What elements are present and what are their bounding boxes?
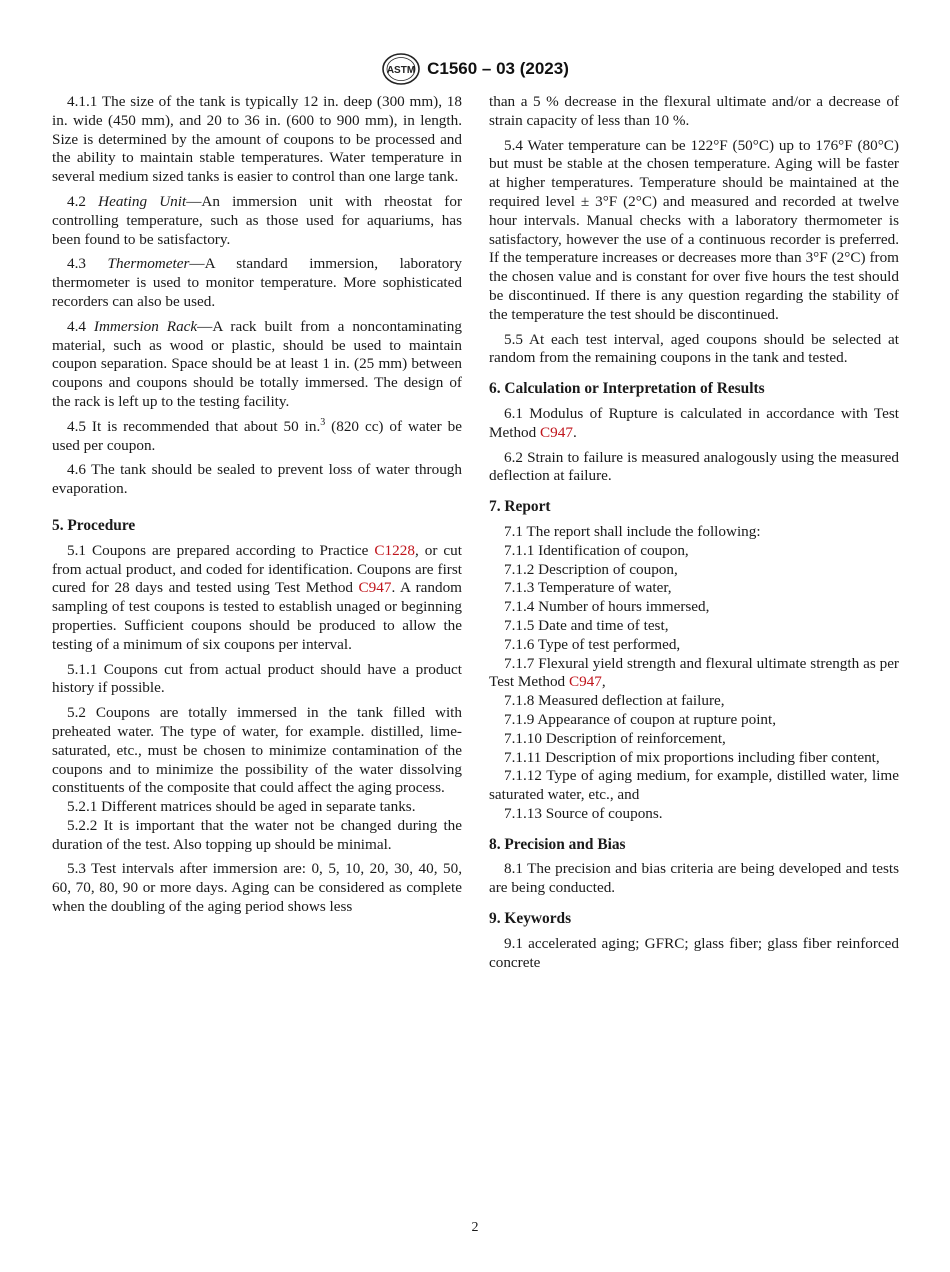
section-5-2-2: 5.2.2 It is important that the water not be changed during the duration of the test. Also topping up should be minimal. bbox=[52, 816, 462, 853]
list-item: 7.1.1 Identification of coupon, bbox=[504, 541, 689, 559]
section-5-4: 5.4 Water temperature can be 122°F (50°C) up to 176°F (80°C) but must be stable at the chosen temperature. Aging will be faster at higher temperatures. Temperature should be maintained at the required level ± 3°F (2°C) and measured and recorded at twelve hour intervals. Manual checks with a laboratory thermometer is satisfactory, however the use of a continuous recorder is preferred. If the temperature increases or decreases more than 3°F (2°C) from the chosen value and is constant for over five hours the test should be discontinued. If there is any question regarding the stability of the temperature the test should be discontinued. bbox=[489, 136, 899, 323]
right-column bbox=[489, 93, 899, 978]
heading-precision-bias: 8. Precision and Bias bbox=[489, 835, 626, 853]
list-item: 7.1.12 Type of aging medium, for example, distilled water, lime saturated water, etc., and bbox=[489, 767, 899, 804]
page-header bbox=[0, 52, 950, 86]
heading-keywords: 9. Keywords bbox=[489, 910, 572, 928]
list-item: 7.1.2 Description of coupon, bbox=[504, 560, 678, 578]
logo-text: ASTM bbox=[386, 65, 416, 76]
heading-calculation: 6. Calculation or Interpretation of Results bbox=[489, 380, 765, 398]
list-item: 7.1.9 Appearance of coupon at rupture point, bbox=[504, 710, 777, 728]
list-item: 7.1 The report shall include the following: bbox=[504, 522, 761, 540]
section-4-3: 4.3 Thermometer—A standard immersion, laboratory thermometer is used to monitor temperature. More sophisticated recorders can also be used. bbox=[52, 255, 462, 310]
list-item: 7.1.5 Date and time of test, bbox=[504, 616, 669, 634]
section-6-2: 6.2 Strain to failure is measured analogously using the measured deflection at failure. bbox=[489, 448, 899, 485]
section-4-1-1: 4.1.1 The size of the tank is typically 12 in. deep (300 mm), 18 in. wide (450 mm), and 20 to 36 in. (600 to 900 mm), in length. Size is determined by the amount of coupons to be processed and the ability to maintain stable temperatures. Water temperature in several medium sized tanks is easier to control than one large tank. bbox=[52, 93, 462, 186]
section-4-2: 4.2 Heating Unit—An immersion unit with rheostat for controlling temperature, such as those used for aquariums, has been found to be satisfactory. bbox=[52, 192, 463, 248]
list-item: 7.1.11 Description of mix proportions including fiber content, bbox=[504, 748, 880, 766]
list-item: 7.1.3 Temperature of water, bbox=[504, 579, 672, 597]
list-item: 7.1.13 Source of coupons. bbox=[504, 804, 663, 822]
left-column bbox=[52, 93, 462, 923]
list-item: 7.1.7 Flexural yield strength and flexural ultimate strength as per Test Method C947, bbox=[489, 654, 899, 691]
section-5-1: 5.1 Coupons are prepared according to Practice C1228, or cut from actual product, and coded for identification. Coupons are first cured for 28 days and tested using Test Method C947. A random sampling of test coupons is tested to establish unaged or beginning properties. Sufficient coupons should be produced to allow the testing of a minimum of six coupons per interval. bbox=[52, 541, 462, 653]
list-item: 7.1.10 Description of reinforcement, bbox=[504, 729, 726, 747]
section-5-5: 5.5 At each test interval, aged coupons should be selected at random from the remaining coupons in the tank and tested. bbox=[489, 330, 899, 367]
section-5-2: 5.2 Coupons are totally immersed in the tank filled with preheated water. The type of water, for example. distilled, lime-saturated, etc., must be chosen to minimize contamination of the coupons and to minimize the possibility of the water dissolving constituents of the composite that could affect the aging process. bbox=[52, 704, 462, 797]
link-c947[interactable]: C947 bbox=[358, 579, 392, 597]
link-c947[interactable]: C947 bbox=[568, 673, 602, 691]
section-4-4: 4.4 Immersion Rack—A rack built from a noncontaminating material, such as wood or plastic, should be used to maintain coupon separation. Space should be at least 1 in. (25 mm) between coupons and coupons should be totally immersed. The design of the rack is left up to the testing facility. bbox=[52, 317, 462, 410]
heading-report: 7. Report bbox=[489, 498, 551, 516]
list-item: 7.1.6 Type of test performed, bbox=[504, 635, 681, 653]
section-6-1: 6.1 Modulus of Rupture is calculated in accordance with Test Method C947. bbox=[489, 404, 899, 441]
section-5-3: 5.3 Test intervals after immersion are: 0, 5, 10, 20, 30, 40, 50, 60, 70, 80, 90 or more days. Aging can be considered as complete when the doubling of the aging period shows less bbox=[52, 860, 462, 916]
section-5-1-1: 5.1.1 Coupons cut from actual product should have a product history if possible. bbox=[52, 660, 462, 697]
link-c1228[interactable]: C1228 bbox=[374, 541, 415, 559]
document-designation: C1560 – 03 (2023) bbox=[427, 59, 569, 78]
link-c947[interactable]: C947 bbox=[540, 423, 573, 441]
page-number: 2 bbox=[471, 1220, 479, 1235]
section-4-6: 4.6 The tank should be sealed to prevent loss of water through evaporation. bbox=[52, 461, 462, 498]
section-5-3-continued: than a 5 % decrease in the flexural ultimate and/or a decrease of strain capacity of less than 10 %. bbox=[489, 93, 899, 129]
list-item: 7.1.8 Measured deflection at failure, bbox=[504, 692, 725, 710]
astm-logo-icon bbox=[381, 52, 421, 86]
section-4-5: 4.5 It is recommended that about 50 in.$^3$ (820 cc) of water be used per coupon. bbox=[52, 416, 462, 454]
heading-procedure: 5. Procedure bbox=[52, 516, 136, 534]
section-5-2-1: 5.2.1 Different matrices should be aged in separate tanks. bbox=[67, 798, 416, 816]
report-list bbox=[489, 523, 899, 824]
list-item: 7.1.4 Number of hours immersed, bbox=[504, 598, 710, 616]
section-8-1: 8.1 The precision and bias criteria are being developed and tests are being conducted. bbox=[489, 860, 899, 897]
section-9-1: 9.1 accelerated aging; GFRC; glass fiber; glass fiber reinforced concrete bbox=[489, 934, 899, 971]
